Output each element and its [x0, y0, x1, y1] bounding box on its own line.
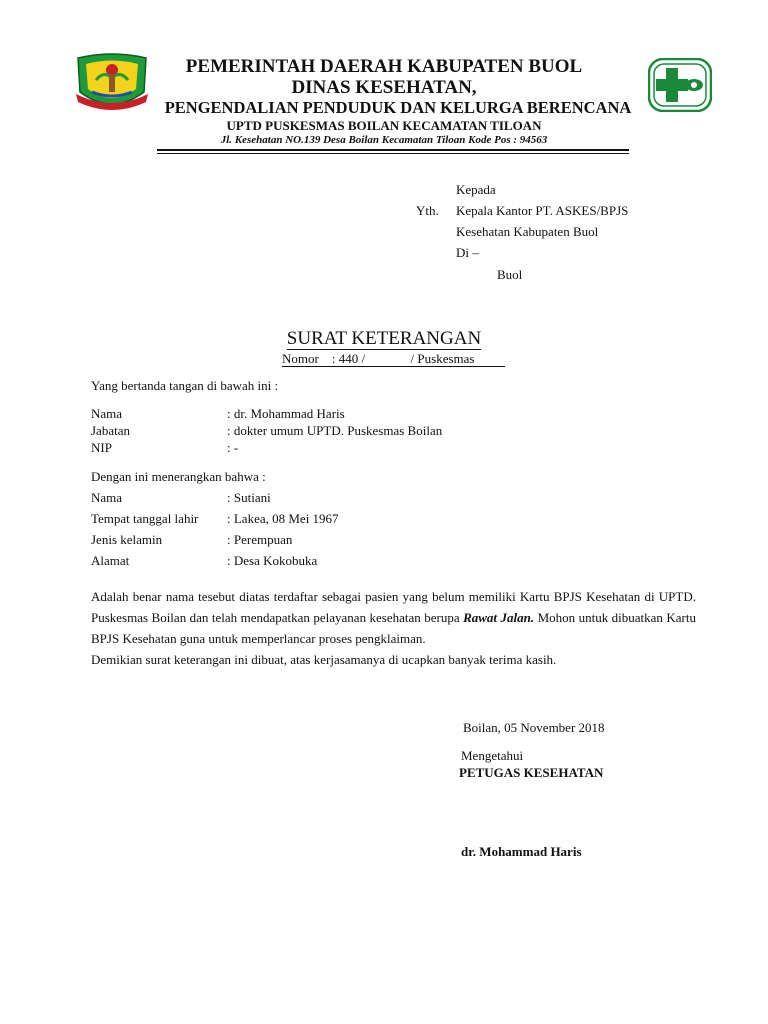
patient-label: Tempat tanggal lahir — [91, 511, 199, 526]
letterhead-divider-thin — [157, 153, 629, 154]
signer-label: Jabatan — [91, 423, 130, 438]
patient-label: Alamat — [91, 553, 130, 568]
letterhead-divider — [157, 149, 629, 151]
letterhead-address: Jl. Kesehatan NO.139 Desa Boilan Kecamatan Tiloan Kode Pos : 94563 — [220, 134, 548, 146]
recipient-di: Di – — [456, 245, 479, 260]
signature-name: dr. Mohammad Haris — [461, 844, 582, 859]
signature-role: PETUGAS KESEHATAN — [459, 765, 604, 780]
body-text-part1: Adalah benar nama tesebut diatas terdaftar sebagai pasien yang belum memiliki Kartu BPJS Kesehatan di UPTD. Puskesmas Boilan dan telah mendapatkan pelayanan kesehatan berupa — [91, 589, 696, 625]
recipient-line2: Kesehatan Kabupaten Buol — [456, 224, 599, 239]
recipient-city: Buol — [497, 267, 523, 282]
patient-label: Nama — [91, 490, 123, 505]
body-closing: Demikian surat keterangan ini dibuat, atas kerjasamanya di ucapkan banyak terima kasih. — [91, 652, 557, 667]
letterhead-line3: PENGENDALIAN PENDUDUK DAN KELURGA BERENCANA — [164, 98, 632, 117]
patient-value: : Desa Kokobuka — [227, 553, 318, 568]
recipient-line1: Kepala Kantor PT. ASKES/BPJS — [456, 203, 629, 218]
patient-value: : Lakea, 08 Mei 1967 — [227, 511, 339, 526]
document-title-text: SURAT KETERANGAN — [286, 328, 482, 349]
letterhead-line4: UPTD PUSKESMAS BOILAN KECAMATAN TILOAN — [226, 118, 542, 133]
signer-label: Nama — [91, 406, 123, 421]
document-title — [0, 328, 768, 350]
signature-ack: Mengetahui — [461, 748, 524, 763]
recipient-yth: Yth. — [416, 203, 439, 218]
signer-value: : - — [227, 440, 239, 455]
signer-value: : dokter umum UPTD. Puskesmas Boilan — [227, 423, 443, 438]
body-paragraph — [91, 586, 696, 670]
patient-label: Jenis kelamin — [91, 532, 163, 547]
declare-text: Dengan ini menerangkan bahwa : — [91, 469, 266, 484]
signer-value: : dr. Mohammad Haris — [227, 406, 345, 421]
letterhead-line2: DINAS KESEHATAN, — [291, 77, 477, 98]
document-number: Nomor : 440 / / Puskesmas — [282, 351, 475, 366]
document-number-underline — [282, 366, 505, 367]
body-text-part2: Mohon untuk dibuatkan Kartu BPJS Kesehatan guna untuk memperlancar proses pengklaiman. — [91, 610, 696, 646]
recipient-to: Kepada — [456, 182, 496, 197]
signature-place-date: Boilan, 05 November 2018 — [463, 720, 605, 735]
patient-value: : Perempuan — [227, 532, 293, 547]
intro-text: Yang bertanda tangan di bawah ini : — [91, 378, 279, 393]
patient-value: : Sutiani — [227, 490, 271, 505]
signer-label: NIP — [91, 440, 112, 455]
body-text-emphasis: Rawat Jalan. — [463, 610, 535, 625]
letterhead-line1: PEMERINTAH DAERAH KABUPATEN BUOL — [185, 56, 583, 77]
